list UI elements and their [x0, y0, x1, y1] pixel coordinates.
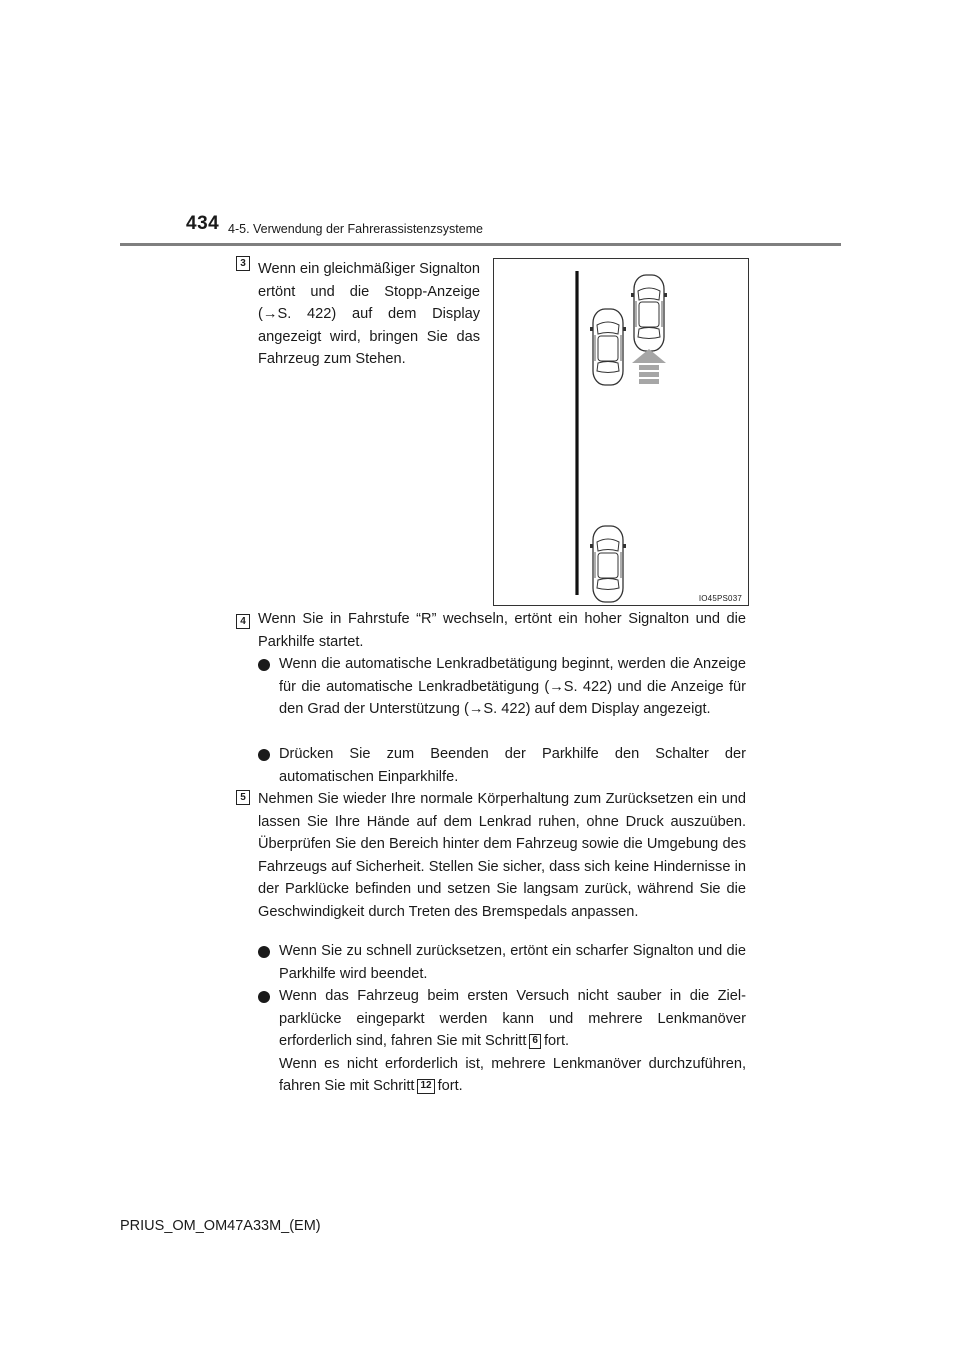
step-5-bullet-2-note: Wenn es nicht erforderlich ist, mehrere Lenkmanöver durchzuführen, fahren Sie mit Schritt: [279, 1055, 746, 1094]
page-number: 434: [186, 213, 220, 234]
bullet-dot: [258, 991, 270, 1003]
parking-illustration: [493, 258, 749, 606]
step-number-5: 5: [236, 790, 250, 805]
section-title: 4-5. Verwendung der Fahrerassistenzsysteme: [228, 222, 483, 236]
parking-diagram: [494, 259, 750, 607]
step-5-bullet-2: [279, 985, 746, 1098]
step-5-text: Nehmen Sie wieder Ihre normale Körperhaltung zum Zurücksetzen ein und lassen Sie Ihre Hände auf dem Lenkrad ruhen, ohne Druck auszuüben. Überprüfen Sie den Bereich hinter dem Fahrzeug sowie die Umgebung des Fahrzeugs auf Sicherheit. Stellen Sie sicher, dass sich keine Hindernisse in der Parklücke befinden und setzen Sie langsam zurück, während Sie die Geschwindigkeit durch Treten des Bremspedals anpassen.: [258, 791, 746, 920]
step-5-bullet-1: Wenn Sie zu schnell zurücksetzen, ertönt ein scharfer Signalton und die Parkhilfe wird beendet.: [279, 943, 746, 982]
step-number-4: 4: [236, 614, 250, 629]
step-5-bullet-2-text: Wenn das Fahrzeug beim ersten Versuch nicht sauber in die Ziel-parklücke eingeparkt werden kann und mehrere Lenkmanöver erforderlich sind, fahren Sie mit Schritt: [279, 988, 746, 1049]
arrow-up-icon: [632, 349, 666, 384]
own-vehicle: [631, 275, 667, 351]
parked-car-front: [590, 309, 626, 385]
step-3-text: Wenn ein gleichmäßiger Signalton ertönt und die Stopp-Anzeige (→S. 422) auf dem Display angezeigt wird, bringen Sie das Fahrzeug zum Stehen.: [258, 261, 481, 367]
parked-car-rear: [590, 526, 626, 602]
figure-code: IO45PS037: [698, 594, 742, 603]
bullet-dot: [258, 659, 270, 671]
step-4-bullet-1: Wenn die automatische Lenkradbetätigung beginnt, werden die Anzeige für die automatische Lenkradbetätigung (→S. 422) und die Anzeige für den Grad der Unterstützung (→S. 422) auf dem Display angezeigt.: [279, 656, 746, 717]
step-number-3: 3: [236, 256, 250, 271]
step-4-bullet-2: Drücken Sie zum Beenden der Parkhilfe den Schalter der automatischen Einparkhilfe.: [279, 746, 746, 785]
document-id: PRIUS_OM_OM47A33M_(EM): [120, 1218, 321, 1234]
step-5-bullet-2-suffix: fort.: [543, 1033, 570, 1049]
step-reference-6: 6: [529, 1034, 541, 1049]
header-rule: [120, 243, 841, 246]
bullet-dot: [258, 749, 270, 761]
bullet-dot: [258, 946, 270, 958]
step-5-bullet-2-note-suffix: fort.: [437, 1078, 463, 1094]
step-4-text: Wenn Sie in Fahrstufe “R” wechseln, ertönt ein hoher Signalton und die Parkhilfe startet.: [258, 611, 746, 650]
step-reference-12: 12: [417, 1079, 434, 1094]
